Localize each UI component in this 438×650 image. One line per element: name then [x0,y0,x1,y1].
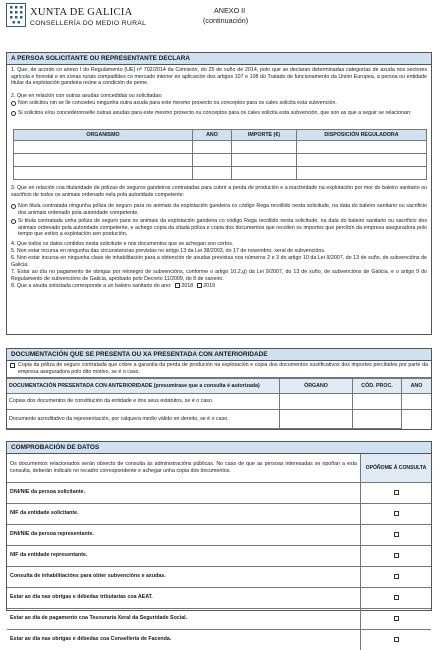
copy-policy-row [7,361,431,378]
declaration-title: A PERSOA SOLICITANTE OU REPRESENTANTE DECLARA [7,53,431,65]
previous-docs-row-label: Documento acreditativo da representación, por calquera medio válido en dereito, se é o caso. [7,410,280,429]
option-3b-label: Si titula contratada unha póliza de seguro para os animais da explotación gandeira co código Rega recollido nesta solicitude, na data do baleiro sanitario ou sacrificio dos animais ordenado pola autoridade competente, e achego copia da citada póliza e copia dos documentos que recollen os importes que percibín da empresa aseguradora polo tempo que estivo a explotación sen produción. [18,218,427,238]
declaration-item-4: 4. Que todos os datos contidos nesta solicitude e nos documentos que se achegan son certos. [11,241,234,247]
previous-docs-header [7,379,431,394]
option-2b-label: Si solicitou e/ou concedéronselle outras axudas para este mesmo proxecto ou conceptos para os cales solicita esta subvención, que son as que a seguir se relacionan: [18,110,412,116]
option-3a-radio[interactable] [11,204,16,209]
year-2019-label: 2019 [203,283,216,289]
previous-docs-col-doc: DOCUMENTACIÓN PRESENTADA CON ANTERIORIDADE (presumirase que a consulta é autorizada) [7,379,280,394]
aid-table-row[interactable] [14,154,427,167]
aid-col-organismo: ORGANISMO [14,130,193,141]
verification-row [7,608,431,629]
oppose-checkbox[interactable] [394,553,399,558]
oppose-checkbox[interactable] [394,595,399,600]
verification-row [7,482,431,503]
verification-section [6,441,432,643]
previous-docs-table [7,378,431,429]
verification-row-label: Estar ao día de pagamento coa Tesouraría Xeral da Seguridade Social. [7,608,361,629]
verification-row [7,587,431,608]
verification-row-label: DNI/NIE da persoa solicitante. [7,482,361,503]
year-2018-label: 2018 [181,283,194,289]
verification-row [7,503,431,524]
verification-row [7,524,431,545]
verification-row-label: Consulta de inhabilitacións para obter subvencións e axudas. [7,566,361,587]
aid-col-disposicion: DISPOSICIÓN REGULADORA [297,130,427,141]
aid-table-header [14,130,427,141]
option-2a [11,100,427,110]
previous-docs-row-label: Copias dos documentos de constitución da entidade e dos seus estatutos, se é o caso. [7,394,280,410]
documentation-section [6,348,432,430]
declaration-item-5: 5. Non estar incursa en ningunha das circunstancias previstas no artigo 13 da Lei 38/2003, do 17 de novembro, xeral de subvencións. [11,248,326,254]
option-2a-radio[interactable] [11,101,16,106]
org-name: XUNTA DE GALICIA [30,7,133,18]
declaration-item-8-label: 8. Que a axuda solicitada corresponde a un baleiro sanitario do ano: [11,283,172,289]
declaration-item-8 [11,283,427,292]
oppose-checkbox[interactable] [394,616,399,621]
declaration-item-1: 1. Que, de acordo co anexo I do Regulamento (UE) nº 702/2014 da Comisión, do 25 de xuño de 2014, polo que se declaran determinadas categorías de axuda nos sectores agrícola e forestal e en zonas rurais compatibles co mercado interior en aplicación dos artigos 107 e 108 do Tratado de funcionamento da Unión Europea, a persoa ou entidade titular da explotación gandeira reúne a condición de peme. [11,67,427,87]
aid-col-importe: IMPORTE (€) [232,130,297,141]
verification-intro: Os documentos relacionados serán obxecto de consulta ás administracións públicas. No caso de que as persoas interesadas se opoñan a esta consulta, deberán indicalo no recadro correspondente e achegar unha copia dos documentos. [7,454,361,482]
option-2b-radio[interactable] [11,111,16,116]
declaration-section [6,52,432,335]
verification-table [7,454,431,650]
option-2a-label: Non solicitou nin se lle concedeu ningunha outra axuda para este mesmo proxecto ou conceptos para os cales solicita esta subvención. [18,100,337,106]
aid-table-row[interactable] [14,141,427,154]
verification-header [7,454,431,482]
aid-table-row[interactable] [14,167,427,180]
annex-subtitle: (continuación) [203,16,249,25]
verification-row [7,545,431,566]
documentation-title: DOCUMENTACIÓN QUE SE PRESENTA OU XA PRESENTADA CON ANTERIORIDADE [7,349,431,361]
declaration-item-6: 6. Non estar incursa en ningunha clase de inhabilitación para a obtención de axudas previstas nos números 2 e 3 do artigo 10 da Lei 9/2007, do 13 de xuño, de subvencións de Galicia. [11,255,427,268]
declaration-item-3: 3. Que en relación coa titularidade de pólizas de seguros gandeiros contratadas para cubrir a perda de produción e a inactividade na explotación por mor do baleiro sanitario ou sacrificio de todos os animais ordenado nela pola autoridade competente: [11,185,427,198]
verification-row-label: Estar ao día nas obrigas e débedas tributarias coa AEAT. [7,587,361,608]
dept-name: CONSELLERÍA DO MEDIO RURAL [30,20,147,27]
annex-title: ANEXO II [214,6,246,15]
verification-row-label: NIF da entidade representante. [7,545,361,566]
verification-row [7,629,431,650]
oppose-checkbox[interactable] [394,490,399,495]
verification-row [7,566,431,587]
previous-docs-col-organo: ÓRGANO [280,379,353,394]
option-3b [11,218,427,241]
verification-row-label: NIF da entidade solicitante. [7,503,361,524]
year-2019-checkbox[interactable] [197,283,202,288]
oppose-checkbox[interactable] [394,574,399,579]
verification-row-label: DNI/NIE da persoa representante. [7,524,361,545]
previous-docs-col-codproc: CÓD. PROC. [353,379,402,394]
verification-title: COMPROBACIÓN DE DATOS [7,442,431,454]
option-2b [11,110,427,125]
previous-docs-row[interactable] [7,394,431,410]
aid-col-ano: ANO [193,130,232,141]
oppose-checkbox[interactable] [394,511,399,516]
declaration-item-7: 7. Estar ao día no pagamento de obrigas por reintegro de subvencións, conforme o artigo 10.2.g) da Lei 9/2007, do 13 de xuño, de subvencións de Galicia, e o artigo 9 do Regulamento de subvencións de Galicia, aprobado polo Decreto 11/2009, do 8 de xaneiro. [11,269,427,282]
oppose-checkbox[interactable] [394,637,399,642]
header [6,3,432,41]
previous-docs-row[interactable] [7,410,431,429]
verification-row-label: Estar ao día nas obrigas e débedas coa Consellería de Facenda. [7,629,361,650]
declaration-body [7,65,431,292]
option-3a [11,203,427,218]
option-3a-label: Non titula contratada ningunha póliza de seguro para os animais da explotación gandeira co código Rega recollido nesta solicitude, na data do baleiro sanitario ou sacrificio dos animais ordenado pola autoridade competente. [18,203,427,216]
previous-docs-col-ano: ANO [402,379,432,394]
copy-policy-checkbox[interactable] [10,363,15,368]
oppose-header: OPÓÑOME Á CONSULTA [361,454,432,482]
year-2018-checkbox[interactable] [175,283,180,288]
oppose-checkbox[interactable] [394,532,399,537]
aid-table [13,129,427,180]
xunta-logo-icon [6,3,26,27]
copy-policy-label: Copia da póliza de seguro contratada que cobre a garantía da perda de produción na explotación e copia dos documentos xustificativos dos importes percibidos por parte da empresa aseguradora polo dito motivo, se é o caso. [18,362,428,375]
option-3b-radio[interactable] [11,219,16,224]
declaration-item-2: 2. Que en relación con outras axudas concedidas ou solicitadas: [11,93,163,99]
